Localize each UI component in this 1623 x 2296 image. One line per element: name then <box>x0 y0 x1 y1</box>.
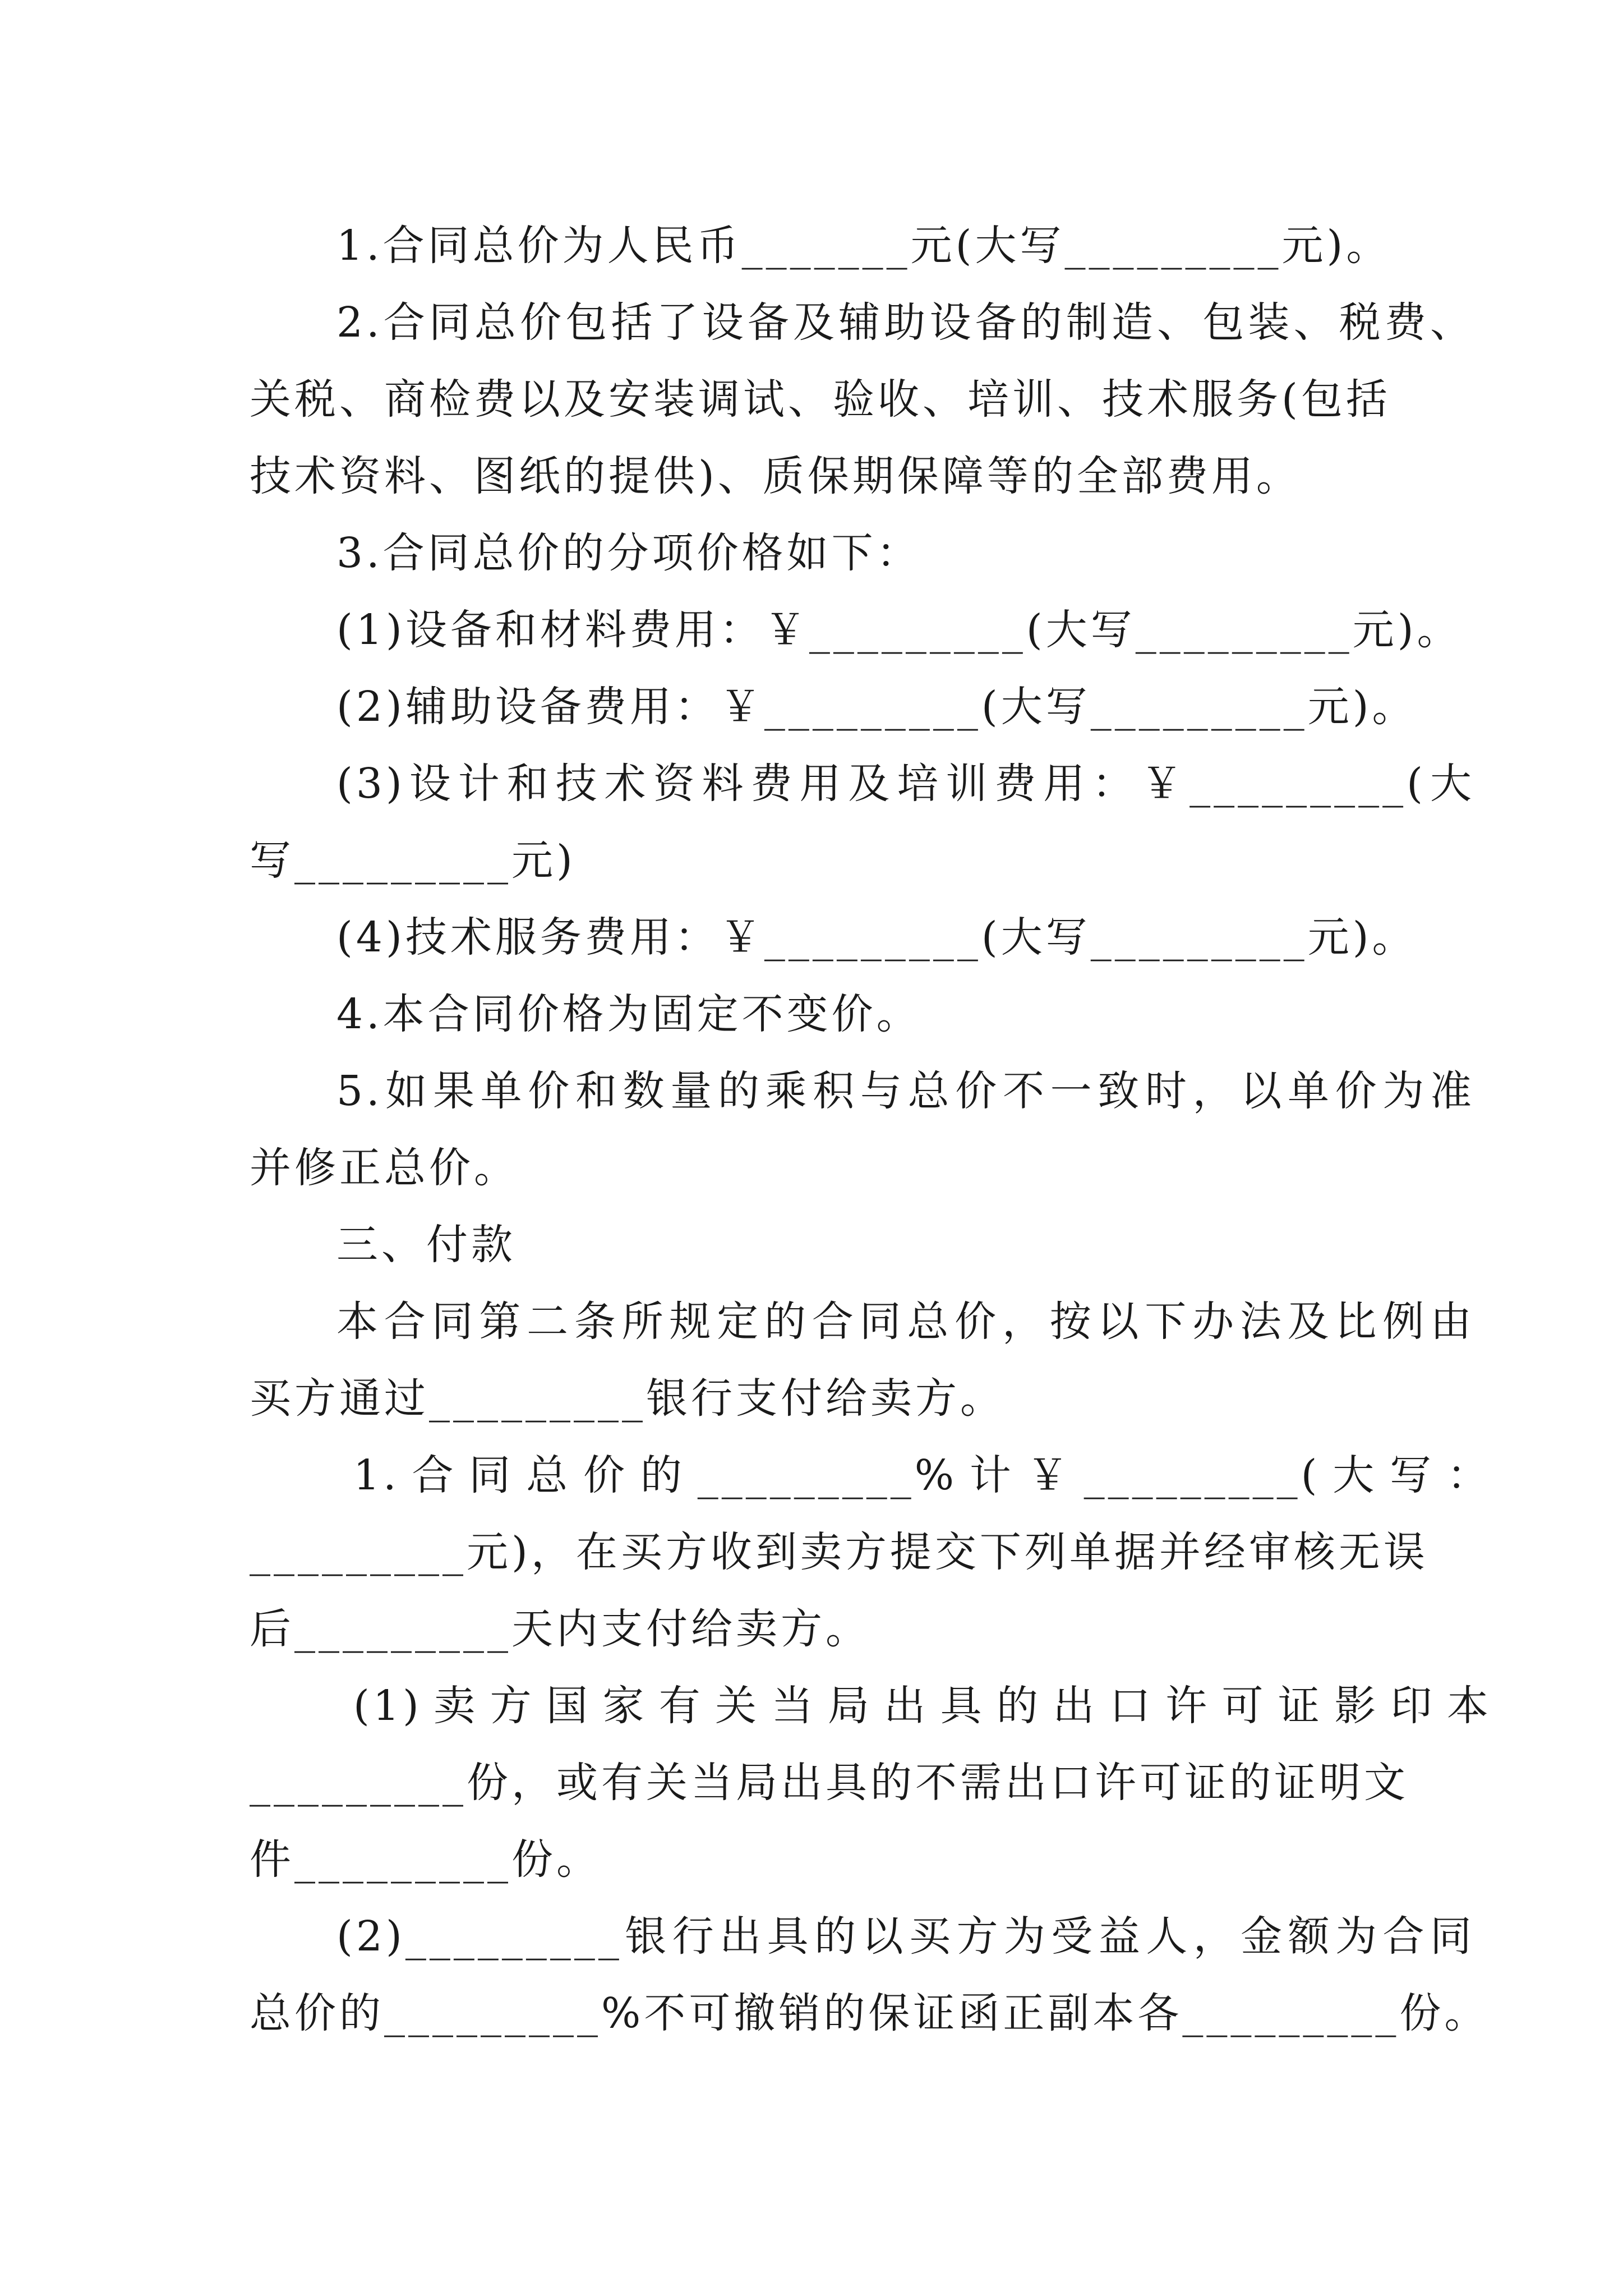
item-design-training: (3)设计和技术资料费用及培训费用：￥_________(大 <box>336 760 1475 808</box>
clause-price-scope: 2.合同总价包括了设备及辅助设备的制造、包装、税费、 <box>336 298 1475 347</box>
document-item-1-end: 件_________份。 <box>250 1835 601 1884</box>
payment-intro-cont: 买方通过_________银行支付给卖方。 <box>250 1374 1005 1423</box>
clause-unit-price: 5.如果单价和数量的乘积与总价不一致时，以单价为准 <box>336 1067 1475 1115</box>
item-technical-service: (4)技术服务费用：￥_________(大写_________元)。 <box>336 913 1417 961</box>
clause-unit-price-cont: 并修正总价。 <box>250 1144 519 1192</box>
payment-intro: 本合同第二条所规定的合同总价，按以下办法及比例由 <box>336 1297 1475 1346</box>
clause-price-scope-cont: 关税、商检费以及安装调试、验收、培训、技术服务(包括 <box>250 375 1391 424</box>
payment-clause-1-cont: _________元)，在买方收到卖方提交下列单据并经审核无误 <box>250 1528 1428 1576</box>
document-item-1-cont: _________份，或有关当局出具的不需出口许可证的证明文 <box>250 1759 1409 1807</box>
payment-clause-1: 1.合同总价的_________%计￥_________(大写： <box>353 1451 1492 1499</box>
section-heading-payment: 三、付款 <box>336 1221 516 1269</box>
document-item-2-cont: 总价的_________%不可撤销的保证函正副本各_________份。 <box>250 1989 1490 2037</box>
clause-itemized-heading: 3.合同总价的分项价格如下： <box>336 529 921 577</box>
clause-total-price: 1.合同总价为人民币_______元(大写_________元)。 <box>336 222 1391 270</box>
clause-fixed-price: 4.本合同价格为固定不变价。 <box>336 990 921 1038</box>
document-item-2: (2)_________银行出具的以买方为受益人，金额为合同 <box>336 1912 1475 1961</box>
item-equipment-materials: (1)设备和材料费用：￥_________(大写_________元)。 <box>336 606 1462 654</box>
payment-clause-1-end: 后_________天内支付给卖方。 <box>250 1605 870 1653</box>
clause-price-scope-end: 技术资料、图纸的提供)、质保期保障等的全部费用。 <box>250 452 1301 500</box>
item-design-training-cont: 写_________元) <box>250 836 576 885</box>
item-auxiliary-equipment: (2)辅助设备费用：￥_________(大写_________元)。 <box>336 683 1417 731</box>
document-item-1: (1)卖方国家有关当局出具的出口许可证影印本 <box>353 1682 1492 1730</box>
